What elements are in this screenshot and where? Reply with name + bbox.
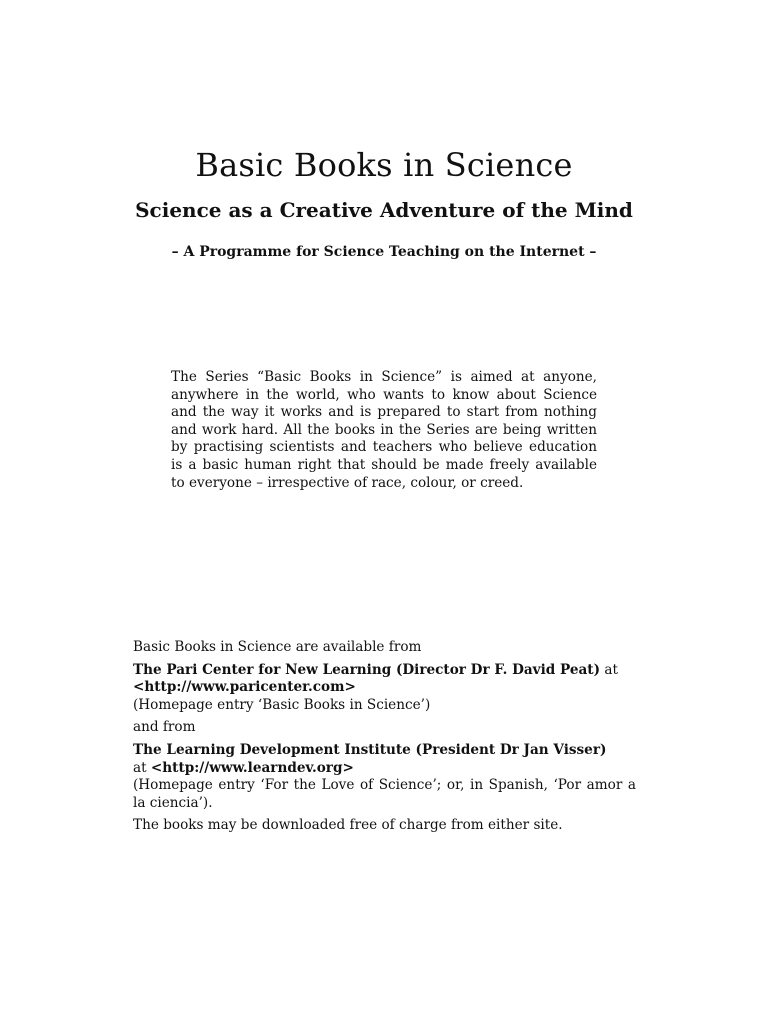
source-pari-name: The Pari Center for New Learning (Director Dr F. David Peat) xyxy=(133,661,601,678)
source-learndev-entry: (Homepage entry ‘For the Love of Science’; or, in Spanish, ‘Por amor a la ciencia’). xyxy=(133,777,636,811)
source-learndev-at: at xyxy=(133,759,147,776)
source-learndev-url[interactable]: <http://www.learndev.org> xyxy=(150,759,354,776)
availability-section xyxy=(133,639,636,835)
availability-closing: The books may be downloaded free of charge from either site. xyxy=(133,817,563,834)
page-subtitle: Science as a Creative Adventure of the Mind xyxy=(135,198,633,222)
source-pari-center xyxy=(133,662,636,715)
source-pari-at: at xyxy=(604,661,618,678)
source-learndev-name: The Learning Development Institute (President Dr Jan Visser) xyxy=(133,741,607,758)
source-pari-url[interactable]: <http://www.paricenter.com> xyxy=(133,679,356,696)
availability-intro: Basic Books in Science are available from xyxy=(133,639,422,655)
series-description: The Series “Basic Books in Science” is aimed at anyone, anywhere in the world, who wants to know about Science and the way it works and is prepared to start from nothing and work hard. All the books in the Series are being written by practising scientists and teachers who believe education is a basic human right that should be made freely available to everyone – irrespective of race, colour, or creed. xyxy=(171,369,597,491)
source-learndev xyxy=(133,742,636,812)
page-title: Basic Books in Science xyxy=(195,146,573,184)
availability-and-from: and from xyxy=(133,719,196,736)
source-pari-entry: (Homepage entry ‘Basic Books in Science’) xyxy=(133,696,431,713)
programme-tagline: – A Programme for Science Teaching on the Internet – xyxy=(171,244,597,260)
